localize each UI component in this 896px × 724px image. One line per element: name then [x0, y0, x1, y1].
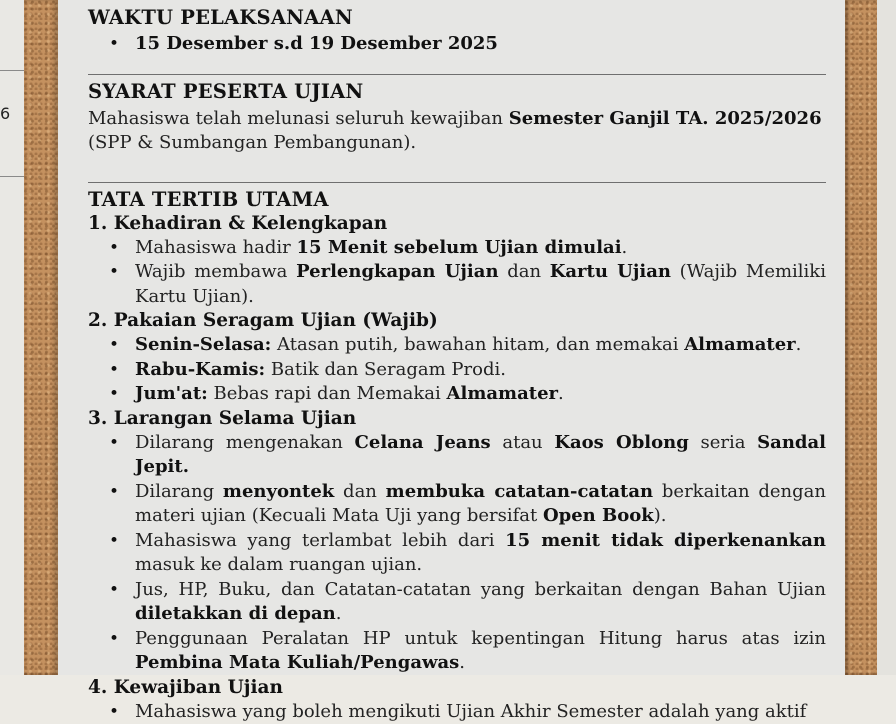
- text: Atasan putih, bawahan hitam, dan memakai: [271, 334, 684, 355]
- list-item: [88, 529, 826, 578]
- page-fragment-number: 6: [0, 104, 10, 123]
- text: .: [796, 334, 802, 355]
- section-tata-tertib: [88, 188, 826, 724]
- bold-text: Celana Jeans: [355, 432, 491, 453]
- bold-text: Sandal Jepit.: [135, 432, 826, 478]
- bold-text: Pembina Mata Kuliah/Pengawas: [135, 652, 459, 673]
- divider: [0, 70, 24, 71]
- section-title: TATA TERTIB UTAMA: [88, 188, 826, 212]
- list-item: [88, 627, 826, 676]
- text: masuk ke dalam ruangan ujian.: [135, 554, 422, 575]
- text: Dilarang: [135, 481, 223, 502]
- list-item: [88, 700, 826, 724]
- text: .: [622, 237, 628, 258]
- announcement-paper: [58, 0, 845, 675]
- divider: [88, 182, 826, 183]
- text: Batik dan Seragam Prodi.: [265, 359, 506, 380]
- section-title: WAKTU PELAKSANAAN: [88, 6, 826, 30]
- list-item: [88, 480, 826, 529]
- bold-text: diletakkan di depan: [135, 603, 336, 624]
- text: .: [558, 383, 564, 404]
- corkboard-frame-right: [845, 0, 877, 675]
- bold-text: 15 menit tidak diperkenankan: [505, 530, 826, 551]
- requirement-text: [88, 107, 826, 156]
- announcement-content: [88, 0, 826, 724]
- list-item: [88, 578, 826, 627]
- list-item: [88, 382, 826, 407]
- text: (Wajib Memiliki Kartu Ujian).: [135, 261, 826, 307]
- text: Penggunaan Peralatan HP untuk kepentingan Hitung harus atas izin: [135, 628, 826, 649]
- bold-text: Semester Ganjil TA. 2025/2026: [509, 108, 822, 129]
- text: Mahasiswa hadir: [135, 237, 297, 258]
- adjacent-paper-right: [877, 0, 896, 675]
- list-item: [88, 236, 826, 261]
- rule-list: [88, 431, 826, 676]
- divider: [0, 176, 24, 177]
- section-waktu: [88, 6, 826, 57]
- bold-text: 15 Menit sebelum Ujian dimulai: [297, 237, 622, 258]
- rule-list: [88, 236, 826, 310]
- text: Mahasiswa yang terlambat lebih dari: [135, 530, 505, 551]
- bold-text: Open Book: [543, 505, 654, 526]
- list-item: [88, 333, 826, 358]
- divider: [88, 74, 826, 75]
- bold-text: Almamater: [684, 334, 795, 355]
- rule-list: [88, 700, 826, 724]
- text: Mahasiswa yang boleh mengikuti Ujian Akhir Semester adalah yang aktif: [135, 701, 806, 722]
- bold-text: membuka catatan-catatan: [386, 481, 653, 502]
- text: .: [336, 603, 342, 624]
- bold-text: Perlengkapan Ujian: [296, 261, 498, 282]
- bold-text: Kartu Ujian: [550, 261, 671, 282]
- text: dan: [499, 261, 550, 282]
- text: .: [459, 652, 465, 673]
- list-item: [88, 260, 826, 309]
- text: atau: [491, 432, 555, 453]
- section-title: SYARAT PESERTA UJIAN: [88, 80, 826, 104]
- bold-text: Senin-Selasa:: [135, 334, 271, 355]
- corkboard-frame-left: [24, 0, 58, 675]
- rule-title: 1. Kehadiran & Kelengkapan: [88, 212, 826, 236]
- list-item: [88, 32, 826, 57]
- text: ).: [654, 505, 667, 526]
- rule-title: 4. Kewajiban Ujian: [88, 676, 826, 700]
- bold-text: Kaos Oblong: [554, 432, 688, 453]
- bold-text: Jum'at:: [135, 383, 208, 404]
- text: (SPP & Sumbangan Pembangunan).: [88, 132, 416, 153]
- bold-text: Rabu-Kamis:: [135, 359, 265, 380]
- text: berkaitan dengan materi ujian (Kecuali Mata Uji yang bersifat: [135, 481, 826, 527]
- schedule-list: [88, 32, 826, 57]
- list-item: [88, 431, 826, 480]
- text: Bebas rapi dan Memakai: [208, 383, 447, 404]
- schedule-date: 15 Desember s.d 19 Desember 2025: [135, 33, 498, 54]
- rule-title: 2. Pakaian Seragam Ujian (Wajib): [88, 309, 826, 333]
- section-syarat: [88, 80, 826, 156]
- text: seria: [689, 432, 757, 453]
- rule-title: 3. Larangan Selama Ujian: [88, 407, 826, 431]
- bold-text: Almamater: [447, 383, 558, 404]
- text: Wajib membawa: [135, 261, 296, 282]
- rule-list: [88, 333, 826, 407]
- text: Mahasiswa telah melunasi seluruh kewajiban: [88, 108, 509, 129]
- adjacent-paper-left: [0, 0, 24, 675]
- text: Dilarang mengenakan: [135, 432, 355, 453]
- text: dan: [334, 481, 385, 502]
- bold-text: menyontek: [223, 481, 334, 502]
- list-item: [88, 358, 826, 383]
- text: Jus, HP, Buku, dan Catatan-catatan yang berkaitan dengan Bahan Ujian: [135, 579, 826, 600]
